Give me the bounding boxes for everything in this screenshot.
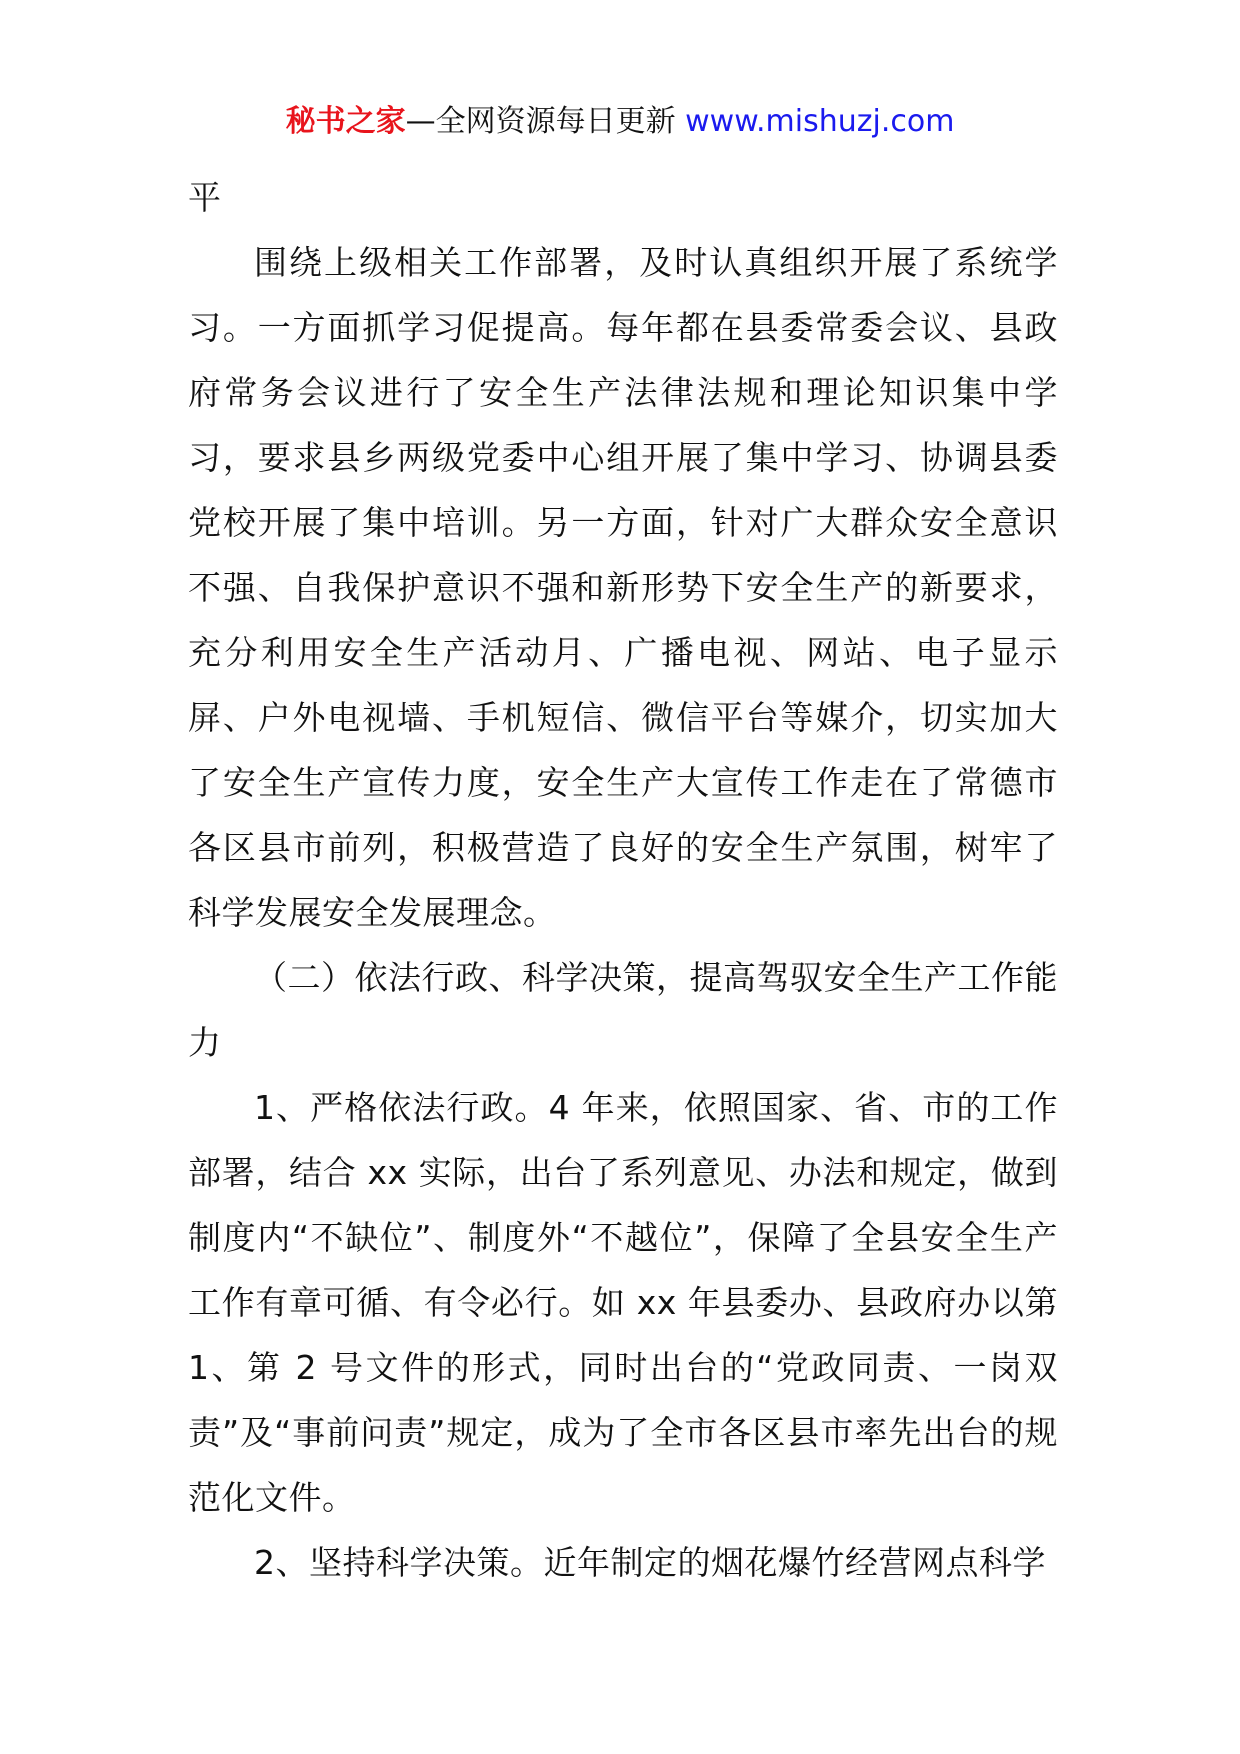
site-url-link[interactable]: www.mishuzj.com <box>685 104 955 139</box>
site-tagline: —全网资源每日更新 <box>405 104 676 139</box>
site-brand: 秘书之家 <box>285 104 406 139</box>
document-body <box>188 165 1058 1595</box>
section-heading: （二）依法行政、科学决策，提高驾驭安全生产工作能力 <box>188 958 1058 1062</box>
paragraph-decision: 2、坚持科学决策。近年制定的烟花爆竹经营网点科学 <box>254 1543 1046 1582</box>
site-header <box>0 100 1240 144</box>
paragraph-study: 围绕上级相关工作部署，及时认真组织开展了系统学习。一方面抓学习促提高。每年都在县委常委会议、县政府常务会议进行了安全生产法律法规和理论知识集中学习，要求县乡两级党委中心组开展了集中学习、协调县委党校开展了集中培训。另一方面，针对广大群众安全意识不强、自我保护意识不强和新形势下安全生产的新要求，充分利用安全生产活动月、广播电视、网站、电子显示屏、户外电视墙、手机短信、微信平台等媒介，切实加大了安全生产宣传力度，安全生产大宣传工作走在了常德市各区县市前列，积极营造了良好的安全生产氛围，树牢了科学发展安全发展理念。 <box>188 243 1058 932</box>
paragraph-continuation: 平 <box>188 178 222 217</box>
paragraph-law: 1、严格依法行政。4 年来，依照国家、省、市的工作部署，结合 xx 实际，出台了系列意见、办法和规定，做到制度内“不缺位”、制度外“不越位”，保障了全县安全生产工作有章可循、有令必行。如 xx 年县委办、县政府办以第 1、第 2 号文件的形式，同时出台的“党政同责、一岗双责”及“事前问责”规定，成为了全市各区县市率先出台的规范化文件。 <box>188 1088 1058 1517</box>
